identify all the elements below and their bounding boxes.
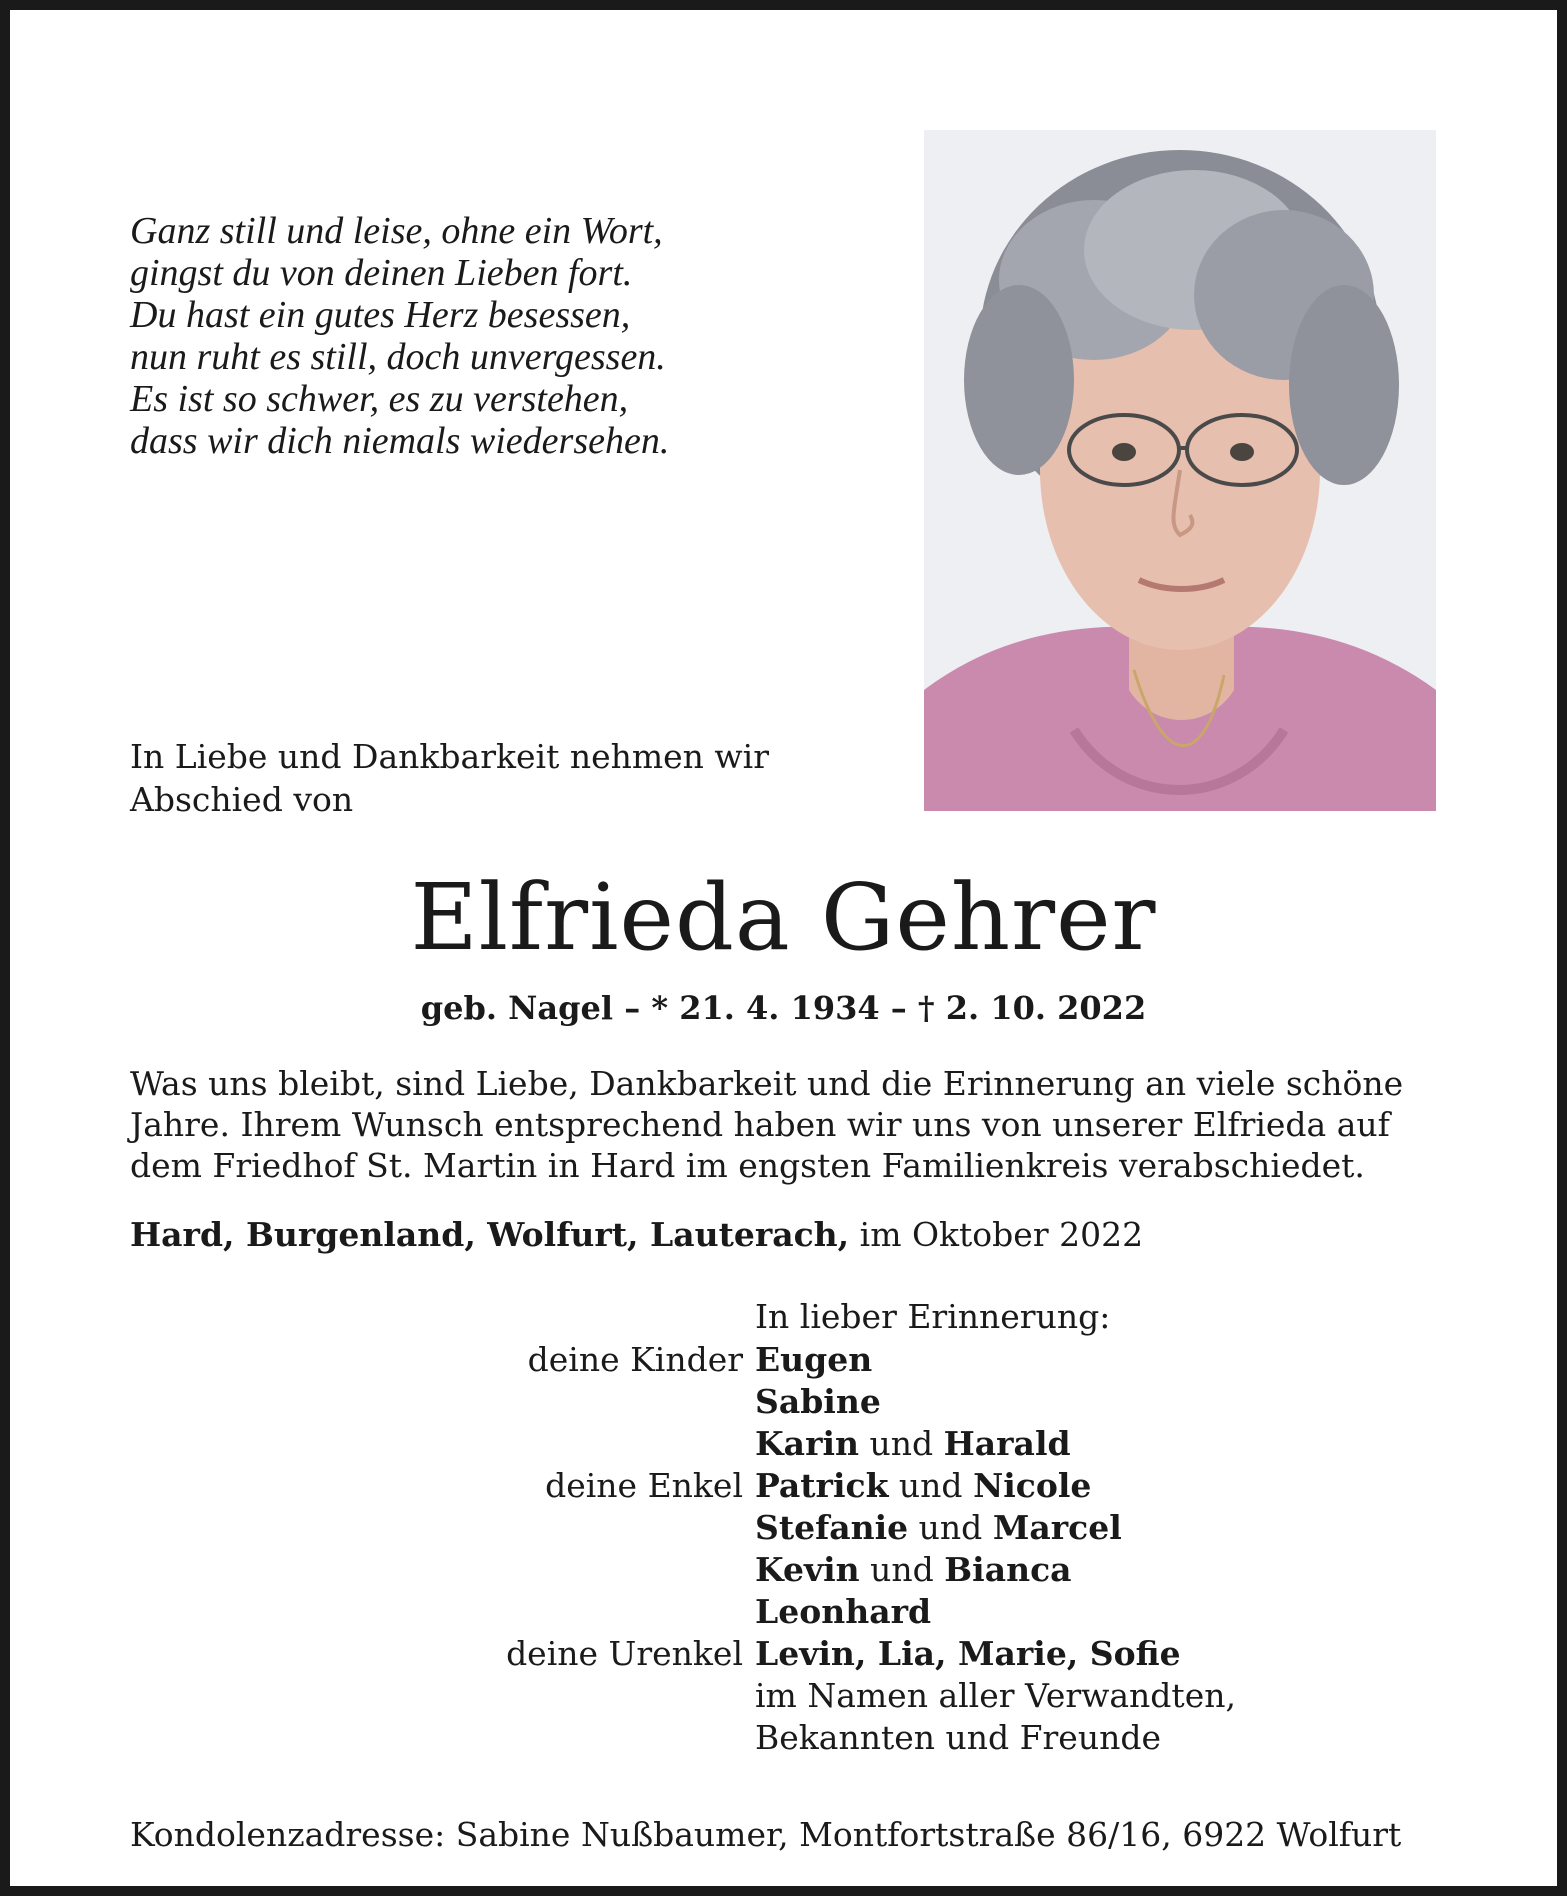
family-name: Levin, Lia, Marie, Sofie [755,1634,1181,1673]
intro-line: Abschied von [130,780,354,819]
family-name: Kevin [755,1550,860,1589]
poem-line: Du hast ein gutes Herz besessen, [130,294,631,336]
family-name-row [755,1591,931,1633]
condolence-address: Kondolenzadresse: Sabine Nußbaumer, Montfortstraße 86/16, 6922 Wolfurt [130,1815,1402,1854]
family-name-row [755,1423,1071,1465]
portrait-photo-icon [924,130,1436,811]
life-dates: geb. Nagel – * 21. 4. 1934 – † 2. 10. 2022 [420,989,1147,1027]
family-name: Leonhard [755,1592,932,1631]
poem-line: gingst du von deinen Lieben fort. [130,252,633,294]
conjunction: und [888,1466,974,1505]
poem-line: nun ruht es still, doch unvergessen. [130,336,666,378]
family-name-row [755,1633,1181,1675]
family-name: Nicole [973,1466,1092,1505]
poem [130,210,750,462]
relation-label-enkel: deine Enkel [545,1466,743,1505]
family-name-row [755,1465,1091,1507]
closing-line: im Namen aller Verwandten, [755,1676,1236,1715]
family-name: Stefanie [755,1508,909,1547]
family-name-row [755,1507,1122,1549]
family-name-row [755,1549,1072,1591]
conjunction: und [859,1550,945,1589]
closing-line: Bekannten und Freunde [755,1718,1161,1757]
body-line: Was uns bleibt, sind Liebe, Dankbarkeit und die Erinnerung an viele schöne [130,1064,1404,1103]
family-name: Patrick [755,1466,889,1505]
relation-label-urenkel: deine Urenkel [506,1634,743,1673]
place-and-date [130,1214,1143,1255]
family-name: Marcel [992,1508,1122,1547]
poem-line: dass wir dich niemals wiedersehen. [130,420,670,462]
family-name: Karin [755,1424,859,1463]
intro-line: In Liebe und Dankbarkeit nehmen wir [130,737,770,776]
places: Hard, Burgenland, Wolfurt, Lauterach, [130,1215,850,1254]
conjunction: und [858,1424,944,1463]
poem-line: Ganz still und leise, ohne ein Wort, [130,210,663,252]
family-name-row [755,1339,872,1381]
farewell-intro [130,735,830,821]
poem-line: Es ist so schwer, es zu verstehen, [130,378,629,420]
family-name: Sabine [755,1382,881,1421]
family-name: Harald [943,1424,1071,1463]
body-text [130,1063,1450,1186]
deceased-name: Elfrieda Gehrer [410,864,1157,971]
family-name: Bianca [944,1550,1072,1589]
relation-label-kinder: deine Kinder [527,1340,743,1379]
memory-heading: In lieber Erinnerung: [755,1297,1111,1336]
body-line: dem Friedhof St. Martin in Hard im engsten Familienkreis verabschiedet. [130,1146,1365,1185]
date: im Oktober 2022 [849,1215,1144,1254]
portrait-illustration [924,130,1436,811]
family-name-row [755,1381,881,1423]
body-line: Jahre. Ihrem Wunsch entsprechend haben wir uns von unserer Elfrieda auf [130,1105,1390,1144]
family-name: Eugen [755,1340,873,1379]
conjunction: und [908,1508,993,1547]
